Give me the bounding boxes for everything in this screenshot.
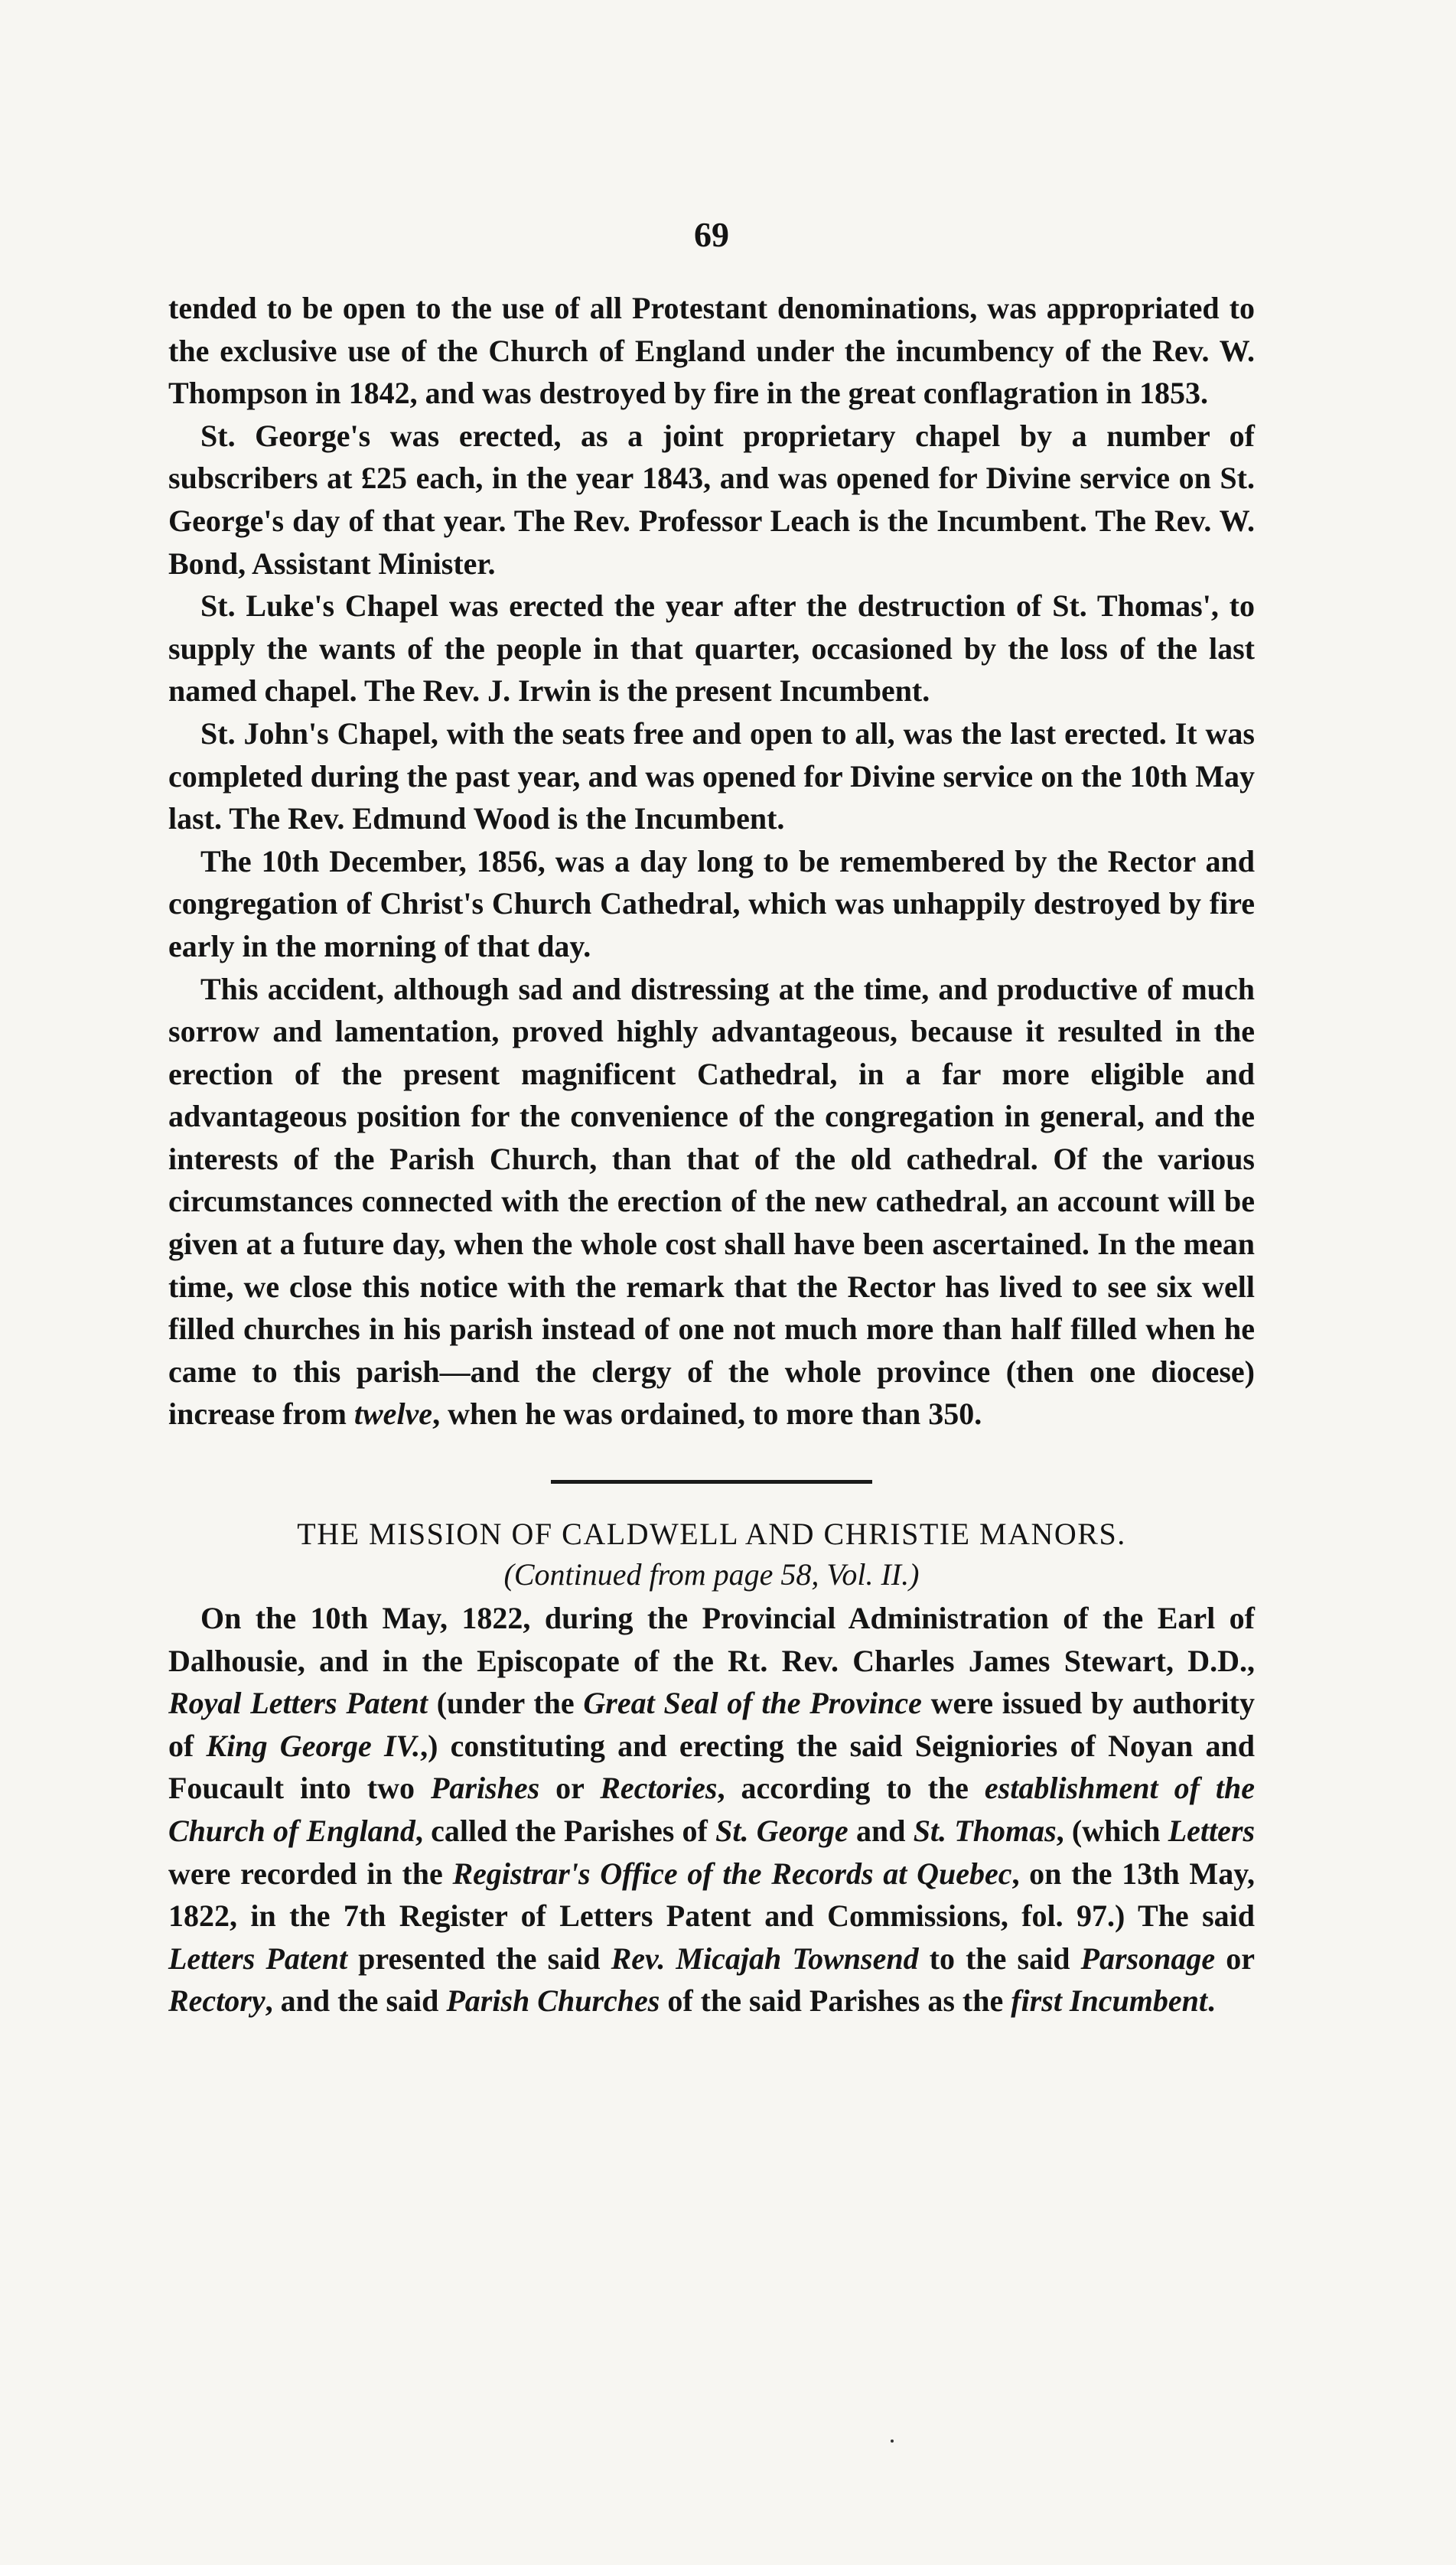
- document-page: [168, 214, 1255, 2022]
- section-subtitle: (Continued from page 58, Vol. II.): [503, 1557, 920, 1592]
- lp-text-5: or: [539, 1771, 601, 1806]
- lp-italic-12: Rev. Micajah Townsend: [611, 1941, 919, 1976]
- paragraph-accident: [168, 968, 1255, 1436]
- lp-text-1: On the 10th May, 1822, during the Provincial Administration of the Earl of Dalhousie, and in the Episcopate of the Rt. Rev. Charles James Stewart, D.D.,: [168, 1601, 1255, 1678]
- accident-text-a: This accident, although sad and distressing at the time, and productive of much sorrow and lamentation, proved highly advantageous, because it resulted in the erection of the present magnificent Cathedral, in a far more eligible and advantageous position for the convenience of the congregation in general, and the interests of the Parish Church, than that of the old cathedral. Of the various circumstances connected with the erection of the new cathedral, an account will be given at a future day, when the whole cost shall have been ascertained. In the mean time, we close this notice with the remark that the Rector has lived to see six well filled churches in his parish instead of one not much more than half filled when he came to this parish—and the clergy of the whole province (then one diocese) increase from: [168, 971, 1255, 1432]
- lp-italic-2: Great Seal of the Province: [583, 1686, 922, 1721]
- lp-text-2: (under the: [428, 1686, 584, 1721]
- lp-italic-15: Parish Churches: [446, 1983, 660, 2019]
- lp-italic-3: King George IV.: [206, 1728, 421, 1763]
- lp-italic-13: Parsonage: [1080, 1941, 1216, 1976]
- paragraph-st-lukes: St. Luke's Chapel was erected the year after the destruction of St. Thomas', to supply the wants of the people in that quarter, occasioned by the loss of the last named chapel. The Rev. J. Irwin is the present Incumbent.: [168, 588, 1255, 709]
- lp-italic-11: Letters Patent: [168, 1941, 348, 1976]
- lp-italic-6: establishment of the Church of England: [168, 1771, 1256, 1848]
- paragraph-st-georges: St. George's was erected, as a joint proprietary chapel by a number of subscribers at £25 each, in the year 1843, and was opened for Divine service on St. George's day of that year. The Rev. Professor Leach is the Incumbent. The Rev. W. Bond, Assistant Minister.: [168, 418, 1255, 581]
- stray-ink-dot: [891, 2440, 894, 2443]
- lp-text-7: , called the Parishes of: [415, 1814, 716, 1848]
- lp-italic-1: Royal Letters Patent: [168, 1686, 428, 1721]
- lp-text-4: ,) constituting and erecting the said Seigniories of Noyan and Foucault into two: [168, 1728, 1255, 1806]
- lp-italic-16: first Incumbent: [1011, 1983, 1207, 2019]
- lp-italic-14: Rectory: [168, 1983, 265, 2019]
- section-divider: [551, 1480, 872, 1484]
- lp-text-3: were issued by authority of: [168, 1686, 1255, 1763]
- lp-text-6: , according to the: [717, 1771, 985, 1806]
- lp-text-15: , and the said: [265, 1983, 447, 2019]
- lp-text-11: , on the 13th May, 1822, in the 7th Register of Letters Patent and Commissions, fol. 97.) The said: [168, 1856, 1255, 1934]
- paragraph-st-thomas-continued: tended to be open to the use of all Protestant denominations, was appropriated to the exclusive use of the Church of England under the incumbency of the Rev. W. Thompson in 1842, and was destroyed by fire in the great conflagration in 1853.: [168, 291, 1255, 411]
- lp-text-10: were recorded in the: [168, 1856, 453, 1891]
- paragraph-st-johns: St. John's Chapel, with the seats free and open to all, was the last erected. It was completed during the past year, and was opened for Divine service on the 10th May last. The Rev. Edmund Wood is the Incumbent.: [168, 715, 1255, 836]
- lp-italic-5: Rectories: [600, 1771, 718, 1806]
- accident-text-b: , when he was ordained, to more than 350.: [432, 1397, 982, 1432]
- lp-italic-7: St. George: [715, 1814, 849, 1848]
- lp-text-17: .: [1207, 1983, 1215, 2019]
- lp-text-9: , (which: [1056, 1814, 1168, 1848]
- lp-text-8: and: [848, 1814, 914, 1848]
- lp-italic-4: Parishes: [430, 1771, 540, 1806]
- lp-italic-8: St. Thomas: [913, 1814, 1057, 1848]
- lp-text-16: of the said Parishes as the: [660, 1983, 1011, 2019]
- lp-italic-10: Registrar's Office of the Records at Quebec: [452, 1856, 1012, 1891]
- lp-text-14: or: [1215, 1941, 1255, 1976]
- page-number: 69: [694, 215, 729, 254]
- lp-text-12: presented the said: [347, 1941, 611, 1976]
- lp-italic-9: Letters: [1168, 1814, 1256, 1848]
- lp-text-13: to the said: [918, 1941, 1081, 1976]
- paragraph-letters-patent: [168, 1597, 1255, 2022]
- paragraph-december-1856: The 10th December, 1856, was a day long to be remembered by the Rector and congregation of Christ's Church Cathedral, which was unhappily destroyed by fire early in the morning of that day.: [168, 843, 1255, 963]
- accident-italic-twelve: twelve: [353, 1397, 433, 1432]
- section-title: THE MISSION OF CALDWELL AND CHRISTIE MANORS.: [297, 1517, 1126, 1552]
